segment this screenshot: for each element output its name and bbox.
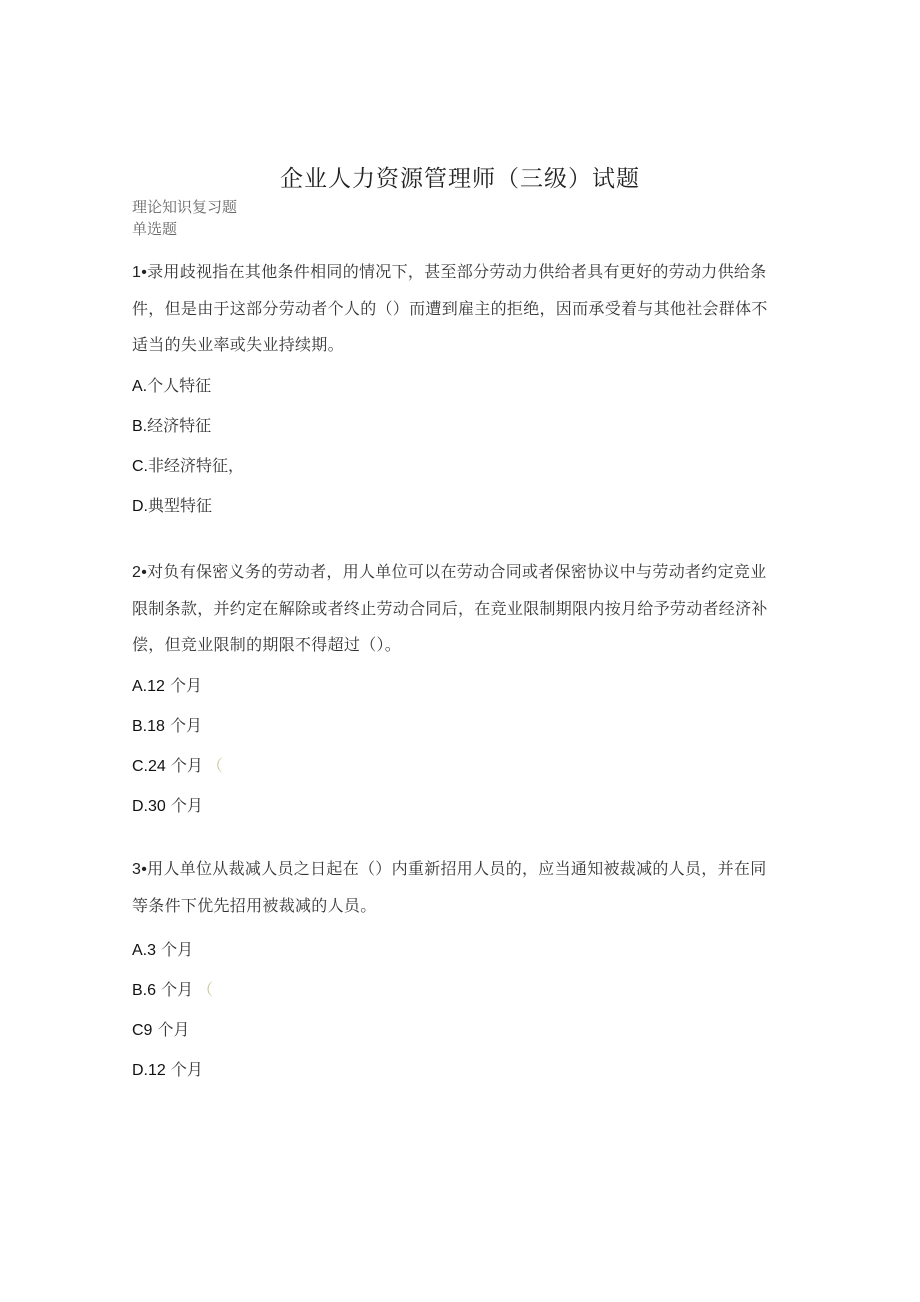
option-stray-mark: （ xyxy=(206,756,223,775)
option-label: D.12 xyxy=(132,1062,166,1079)
option-text: 个月 xyxy=(156,940,194,959)
option-label: A. xyxy=(132,378,148,395)
option-text: 个月 xyxy=(156,980,194,999)
option-stray-mark: （ xyxy=(197,980,214,999)
q1-option-a xyxy=(132,374,211,399)
document-title: 企业人力资源管理师（三级）试题 xyxy=(280,166,640,192)
option-text: 个月 xyxy=(164,716,203,735)
q3-option-d xyxy=(132,1058,203,1083)
option-text: 个月 xyxy=(152,1020,190,1039)
section-subtitle: 理论知识复习题 xyxy=(132,198,238,216)
q3-option-a xyxy=(132,938,193,963)
question-type-label: 单选题 xyxy=(132,220,178,238)
option-label: C. xyxy=(132,458,148,475)
question-3 xyxy=(132,851,782,924)
question-text: 对负有保密义务的劳动者，用人单位可以在劳动合同或者保密协议中与劳动者约定竞业限制条款，并约定在解除或者终止劳动合同后，在竞业限制期限内按月给予劳动者经济补偿，但竞业限制的期限不得超过（）。 xyxy=(132,562,768,654)
q2-option-c xyxy=(132,754,223,779)
q1-option-c xyxy=(132,454,244,479)
question-text: 录用歧视指在其他条件相同的情况下，甚至部分劳动力供给者具有更好的劳动力供给条件，但是由于这部分劳动者个人的（）而遭到雇主的拒绝，因而承受着与其他社会群体不适当的失业率或失业持续期。 xyxy=(132,262,768,354)
q1-option-d xyxy=(132,494,212,519)
q3-option-c xyxy=(132,1018,190,1043)
option-label: C9 xyxy=(132,1022,153,1039)
option-text: 个月 xyxy=(165,756,203,775)
option-label: B. xyxy=(132,418,148,435)
option-label: D.30 xyxy=(132,798,166,815)
option-text: 经济特征 xyxy=(147,416,212,435)
option-label: A.12 xyxy=(132,678,165,695)
q1-option-b xyxy=(132,414,211,439)
question-text: 用人单位从裁减人员之日起在（）内重新招用人员的，应当通知被裁减的人员，并在同等条件下优先招用被裁减的人员。 xyxy=(132,859,767,915)
q2-option-d xyxy=(132,794,203,819)
option-text: 个月 xyxy=(164,676,203,695)
option-text: 个人特征 xyxy=(147,376,212,395)
q2-option-a xyxy=(132,674,202,699)
question-number: 1• xyxy=(132,264,148,281)
question-number: 3• xyxy=(132,861,148,878)
q3-option-b xyxy=(132,978,213,1003)
q2-option-b xyxy=(132,714,202,739)
question-2 xyxy=(132,554,782,663)
option-label: A.3 xyxy=(132,942,157,959)
question-1 xyxy=(132,254,782,363)
option-label: B.18 xyxy=(132,718,165,735)
option-text: 个月 xyxy=(165,1060,203,1079)
option-text: 典型特征 xyxy=(148,496,213,515)
option-label: B.6 xyxy=(132,982,157,999)
question-number: 2• xyxy=(132,564,148,581)
option-text: 个月 xyxy=(165,796,203,815)
option-label: C.24 xyxy=(132,758,166,775)
option-text: 非经济特征， xyxy=(148,456,245,475)
option-label: D. xyxy=(132,498,148,515)
